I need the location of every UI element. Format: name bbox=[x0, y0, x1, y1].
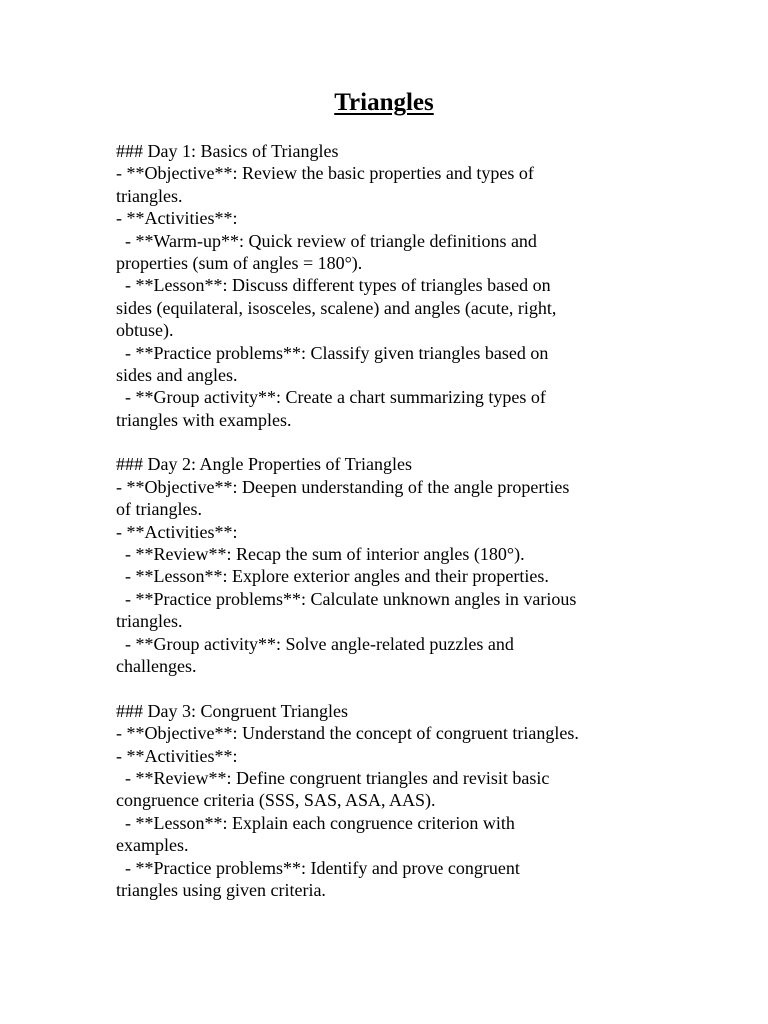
document-body bbox=[116, 140, 656, 901]
text-line: - **Group activity**: Solve angle-related puzzles and bbox=[116, 633, 514, 654]
text-line: triangles. bbox=[116, 185, 183, 206]
text-line: - **Practice problems**: Classify given triangles based on bbox=[116, 342, 549, 363]
text-line: - **Activities**: bbox=[116, 521, 238, 542]
text-line: - **Practice problems**: Calculate unknown angles in various bbox=[116, 588, 577, 609]
text-line: - **Activities**: bbox=[116, 208, 238, 229]
text-line: - **Review**: Recap the sum of interior angles (180°). bbox=[116, 544, 525, 565]
section-heading: ### Day 2: Angle Properties of Triangles bbox=[116, 454, 412, 475]
text-line: of triangles. bbox=[116, 499, 202, 520]
text-line: - **Group activity**: Create a chart summarizing types of bbox=[116, 387, 546, 408]
text-line: challenges. bbox=[116, 655, 197, 676]
text-line: sides (equilateral, isosceles, scalene) and angles (acute, right, bbox=[116, 297, 557, 318]
text-line: - **Lesson**: Explore exterior angles and their properties. bbox=[116, 566, 549, 587]
section-heading: ### Day 3: Congruent Triangles bbox=[116, 700, 348, 721]
day-section-2 bbox=[116, 453, 656, 677]
page-title: Triangles bbox=[334, 89, 434, 116]
text-line: - **Objective**: Deepen understanding of the angle properties bbox=[116, 476, 570, 497]
text-line: - **Review**: Define congruent triangles and revisit basic bbox=[116, 767, 550, 788]
text-line: - **Practice problems**: Identify and prove congruent bbox=[116, 857, 520, 878]
text-line: - **Activities**: bbox=[116, 745, 238, 766]
text-line: sides and angles. bbox=[116, 364, 238, 385]
text-line: obtuse). bbox=[116, 320, 174, 341]
text-line: - **Objective**: Understand the concept of congruent triangles. bbox=[116, 723, 579, 744]
text-line: triangles with examples. bbox=[116, 409, 292, 430]
text-line: examples. bbox=[116, 835, 189, 856]
day-section-3 bbox=[116, 700, 656, 902]
text-line: congruence criteria (SSS, SAS, ASA, AAS). bbox=[116, 790, 436, 811]
day-section-1 bbox=[116, 140, 656, 431]
text-line: - **Lesson**: Discuss different types of triangles based on bbox=[116, 275, 551, 296]
section-spacer bbox=[116, 677, 656, 699]
text-line: triangles using given criteria. bbox=[116, 879, 326, 900]
text-line: - **Objective**: Review the basic properties and types of bbox=[116, 163, 534, 184]
section-spacer bbox=[116, 431, 656, 453]
text-line: triangles. bbox=[116, 611, 183, 632]
text-line: - **Lesson**: Explain each congruence criterion with bbox=[116, 812, 515, 833]
text-line: - **Warm-up**: Quick review of triangle definitions and bbox=[116, 230, 537, 251]
text-line: properties (sum of angles = 180°). bbox=[116, 252, 363, 273]
section-heading: ### Day 1: Basics of Triangles bbox=[116, 141, 339, 161]
